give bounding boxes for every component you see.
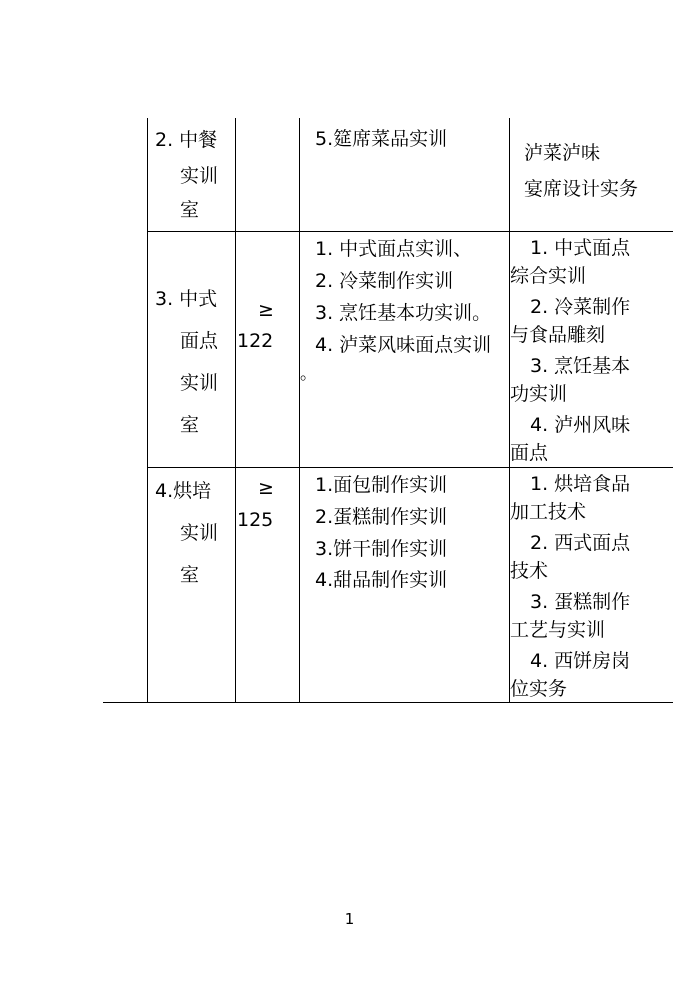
course-item: 2. 冷菜制作 [530,296,631,318]
course-item: 与食品雕刻 [510,324,606,346]
course-item: 1. 中式面点 [530,237,631,259]
project-item: 2.蛋糕制作实训 [315,506,448,528]
course-item: 综合实训 [510,265,587,287]
course-item: 面点 [510,442,549,464]
project-item: 4. 泸菜风味面点实训 [315,334,492,356]
course-item: 泸菜泸味 [524,142,601,164]
room-name: 实训 [180,165,219,187]
course-item: 技术 [510,560,549,582]
table-divider-3 [509,118,510,703]
table-divider-1 [235,118,236,703]
room-name: 室 [180,414,200,436]
table-divider-2 [299,118,300,703]
course-item: 3. 烹饪基本 [530,355,631,377]
row-divider-2 [147,467,673,468]
area-value: 122 [237,330,274,352]
room-name: 室 [180,564,200,586]
room-name: 室 [180,199,200,221]
course-item: 4. 泸州风味 [530,414,631,436]
project-item: 1. 中式面点实训、 [315,238,473,260]
course-item: 1. 烘培食品 [530,473,631,495]
course-item: 2. 西式面点 [530,532,631,554]
course-item: 工艺与实训 [510,619,606,641]
room-name: 3. 中式 [155,288,218,310]
area-value: 125 [237,509,274,531]
course-item: 功实训 [510,383,568,405]
room-name: 面点 [180,330,219,352]
table-border-bottom [103,702,673,703]
project-item: 3.饼干制作实训 [315,538,448,560]
project-item: 2. 冷菜制作实训 [315,270,454,292]
course-item: 4. 西饼房岗 [530,650,631,672]
project-item: 4.甜品制作实训 [315,569,448,591]
project-item: 5.筵席菜品实训 [315,128,448,150]
room-name: 实训 [180,372,219,394]
project-item: 。 [300,364,317,384]
row-divider-1 [147,231,673,232]
room-name: 4.烘培 [155,480,212,502]
course-item: 位实务 [510,678,568,700]
course-item: 宴席设计实务 [524,178,639,200]
table-border-left [147,118,148,703]
page-number: 1 [344,910,355,928]
room-name: 实训 [180,522,219,544]
project-item: 3. 烹饪基本功实训。 [315,302,492,324]
course-item: 3. 蛋糕制作 [530,591,631,613]
project-item: 1.面包制作实训 [315,474,448,496]
room-name: 2. 中餐 [155,129,218,151]
course-item: 加工技术 [510,501,587,523]
area-value: ≥ [258,477,274,499]
area-value: ≥ [258,299,274,321]
